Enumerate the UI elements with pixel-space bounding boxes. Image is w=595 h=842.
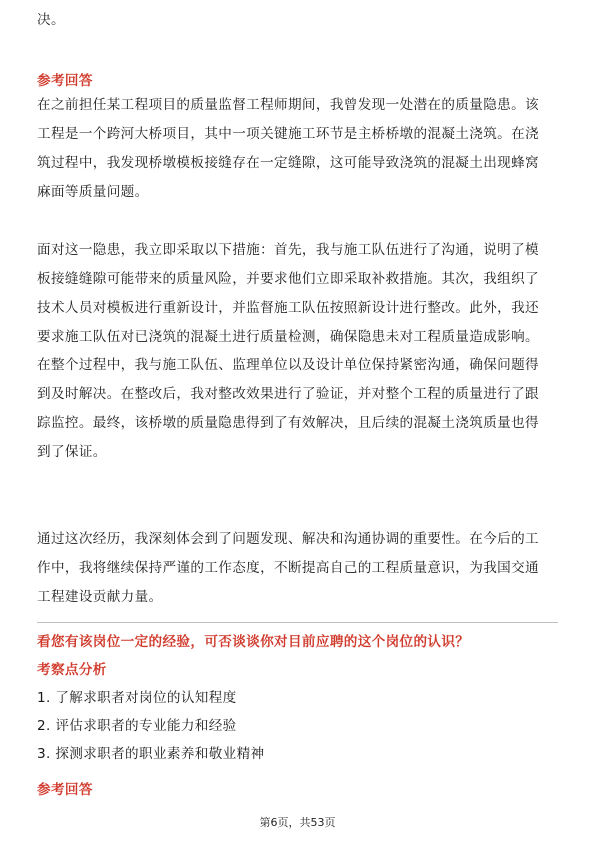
page-number: 第6页，共53页 <box>259 816 336 829</box>
paragraph-line: 要求施工队伍对已浇筑的混凝土进行质量检测，确保隐患未对工程质量造成影响。 <box>37 329 539 345</box>
paragraph-line: 面对这一隐患，我立即采取以下措施：首先，我与施工队伍进行了沟通，说明了模 <box>37 242 539 258</box>
section-divider <box>37 622 558 623</box>
paragraph-line: 在整个过程中，我与施工队伍、监理单位以及设计单位保持紧密沟通，确保问题得 <box>37 357 539 373</box>
paragraph-line: 筑过程中，我发现桥墩模板接缝存在一定缝隙，这可能导致浇筑的混凝土出现蜂窝 <box>37 155 539 171</box>
paragraph-line: 通过这次经历，我深刻体会到了问题发现、解决和沟通协调的重要性。在今后的工 <box>37 531 539 547</box>
analysis-heading: 考察点分析 <box>37 662 107 678</box>
paragraph-line: 工程建设贡献力量。 <box>37 589 163 605</box>
question-heading: 看您有该岗位一定的经验，可否谈谈你对目前应聘的这个岗位的认识？ <box>37 634 470 650</box>
paragraph-line: 在之前担任某工程项目的质量监督工程师期间，我曾发现一处潜在的质量隐患。该 <box>37 97 539 113</box>
paragraph-line: 到及时解决。在整改后，我对整改效果进行了验证，并对整个工程的质量进行了跟 <box>37 386 539 402</box>
paragraph-line: 麻面等质量问题。 <box>37 184 149 200</box>
paragraph-line: 作中，我将继续保持严谨的工作态度，不断提高自己的工程质量意识，为我国交通 <box>37 560 539 576</box>
list-item: 3. 探测求职者的职业素养和敬业精神 <box>37 746 265 762</box>
paragraph-line: 板接缝缝隙可能带来的质量风险，并要求他们立即采取补救措施。其次，我组织了 <box>37 271 539 287</box>
paragraph-line: 踪监控。最终，该桥墩的质量隐患得到了有效解决，且后续的混凝土浇筑质量也得 <box>37 415 539 431</box>
answer-heading: 参考回答 <box>37 782 93 798</box>
paragraph-line: 工程是一个跨河大桥项目，其中一项关键施工环节是主桥桥墩的混凝土浇筑。在浇 <box>37 126 539 142</box>
paragraph-line: 到了保证。 <box>37 444 107 460</box>
paragraph-line: 技术人员对模板进行重新设计，并监督施工队伍按照新设计进行整改。此外，我还 <box>37 300 539 316</box>
answer-heading: 参考回答 <box>37 73 93 89</box>
continuation-text: 决。 <box>37 12 65 28</box>
list-item: 1. 了解求职者对岗位的认知程度 <box>37 690 237 706</box>
list-item: 2. 评估求职者的专业能力和经验 <box>37 718 237 734</box>
